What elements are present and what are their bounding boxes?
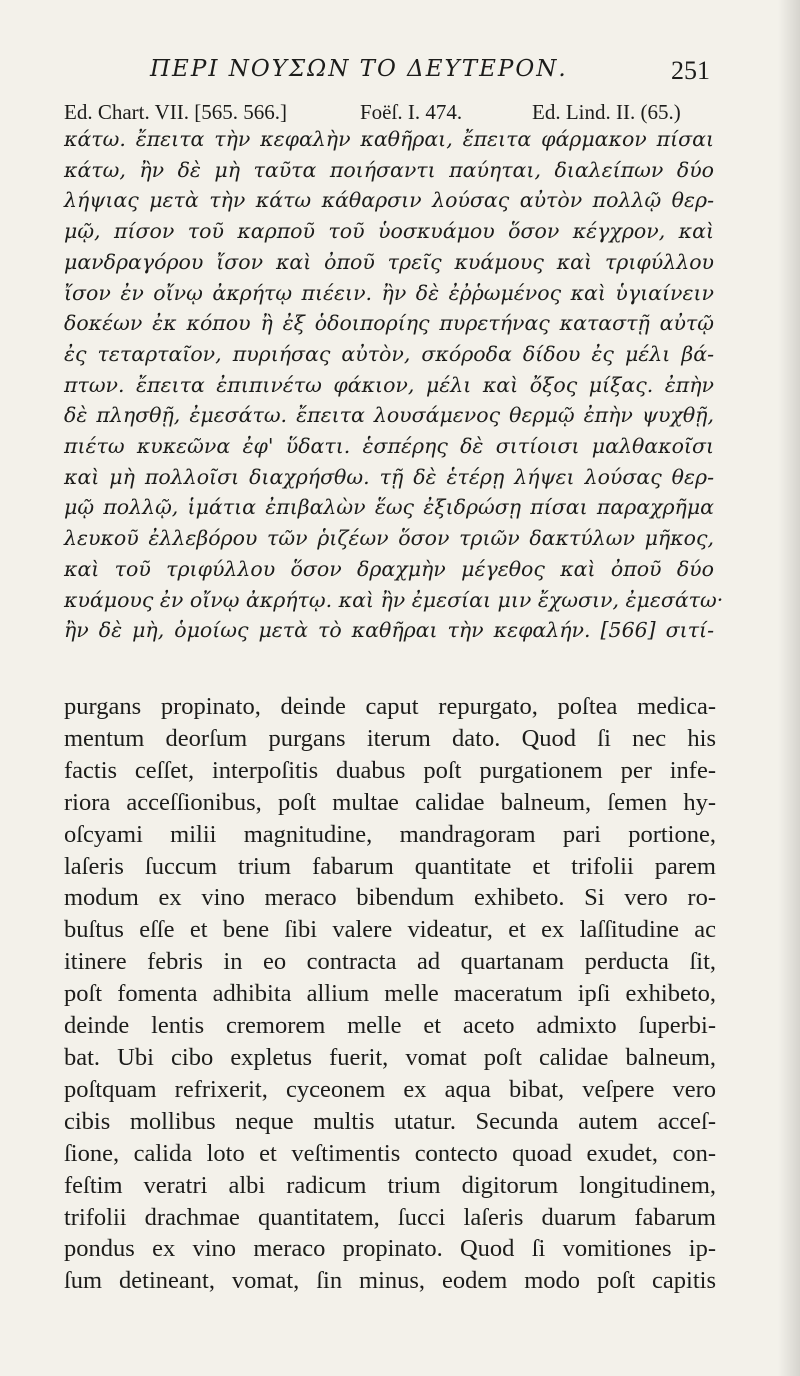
greek-line: λήψιας μετὰ τὴν κάτω κάθαρσιν λούσας αὐτὸν πολλῷ θερ- (64, 188, 714, 213)
edition-linden-ref: Ed. Lind. II. (65.) (532, 100, 681, 124)
greek-line: ἢν δὲ μὴ, ὁμοίως μετὰ τὸ καθῆραι τὴν κεφαλήν. [566] σιτί- (64, 618, 714, 643)
latin-line: modum ex vino meraco bibendum exhibeto. Si vero ro- (64, 884, 716, 912)
greek-line: μῷ, πίσον τοῦ καρποῦ τοῦ ὑοσκυάμου ὅσον κέγχρον, καὶ (64, 219, 714, 244)
latin-line: cibis mollibus neque multis utatur. Secunda autem acceſ- (64, 1107, 716, 1135)
greek-line: ἴσον ἐν οἴνῳ ἀκρήτῳ πιέειν. ἢν δὲ ἐῤῥωμένος καὶ ὑγιαίνειν (64, 280, 714, 305)
greek-line: λευκοῦ ἐλλεβόρου τῶν ῥιζέων ὅσον τριῶν δακτύλων μῆκος, (64, 526, 714, 551)
greek-line: κάτω. ἔπειτα τὴν κεφαλὴν καθῆραι, ἔπειτα φάρμακον πίσαι (64, 127, 714, 151)
greek-line: μῷ πολλῷ, ἱμάτια ἐπιβαλὼν ἕως ἐξιδρώσῃ πίσαι παραχρῆμα (64, 495, 714, 520)
latin-line: ſum detineant, vomat, ſin minus, eodem modo poſt capitis (64, 1267, 716, 1295)
greek-line: κάτω, ἢν δὲ μὴ ταῦτα ποιήσαντι παύηται, διαλείπων δύο (64, 157, 714, 182)
latin-line: bat. Ubi cibo expletus fuerit, vomat poſt calidae balneum, (64, 1043, 716, 1071)
greek-line: κυάμους ἐν οἴνῳ ἀκρήτῳ. καὶ ἢν ἐμεσίαι μιν ἔχωσιν, ἐμεσάτω· (64, 587, 724, 612)
greek-line: πιέτω κυκεῶνα ἐφ' ὕδατι. ἑσπέρης δὲ σιτίοισι μαλθακοῖσι (64, 434, 714, 459)
latin-text-block (64, 691, 716, 1297)
latin-line: itinere febris in eo contracta ad quartanam perducta ſit, (64, 948, 716, 976)
latin-line: trifolii drachmae quantitatem, ſucci laſeris duarum fabarum (64, 1203, 716, 1231)
page-edge-shadow (778, 0, 800, 1376)
latin-line: poſt fomenta adhibita allium melle maceratum ipſi exhibeto, (64, 980, 716, 1008)
edition-foes-ref: Foëſ. I. 474. (360, 100, 463, 124)
latin-line: ſione, calida loto et veſtimentis contecto quoad exudet, con- (64, 1139, 716, 1167)
greek-line: καὶ μὴ πολλοῖσι διαχρήσθω. τῇ δὲ ἑτέρῃ λήψει λούσας θερ- (64, 464, 714, 489)
running-head (150, 56, 710, 90)
latin-line: deinde lentis cremorem melle et aceto admixto ſuperbi- (64, 1012, 716, 1040)
latin-line: buſtus eſſe et bene ſibi valere videatur, et ex laſſitudine ac (64, 916, 716, 944)
latin-line: riora acceſſionibus, poſt multae calidae balneum, ſemen hy- (64, 788, 716, 816)
greek-text-block (64, 124, 724, 646)
greek-line: ἐς τεταρταῖον, πυριήσας αὐτὸν, σκόροδα δίδου ἐς μέλι βά- (64, 341, 714, 366)
greek-line: δοκέων ἐκ κόπου ἢ ἐξ ὁδοιπορίης πυρετήνας καταστῇ αὐτῷ (64, 311, 714, 336)
greek-line: δὲ πλησθῇ, ἐμεσάτω. ἔπειτα λουσάμενος θερμῷ ἐπὴν ψυχθῇ, (64, 403, 714, 428)
latin-line: oſcyami milii magnitudine, mandragoram pari portione, (64, 820, 716, 848)
latin-line: feſtim veratri albi radicum trium digitorum longitudinem, (64, 1171, 716, 1199)
latin-line: mentum deorſum purgans iterum dato. Quod ſi nec his (64, 724, 716, 752)
greek-line: πτων. ἔπειτα ἐπιπινέτω φάκιον, μέλι καὶ ὄξος μίξας. ἐπὴν (64, 372, 714, 397)
edition-chartier-ref: Ed. Chart. VII. [565. 566.] (64, 100, 287, 124)
latin-line: laſeris ſuccum trium fabarum quantitate et trifolii parem (64, 852, 716, 880)
latin-line: purgans propinato, deinde caput repurgato, poſtea medica- (64, 693, 716, 720)
running-title: ΠΕΡΙ ΝΟΥΣΩΝ ΤΟ ΔΕΥΤΕΡΟΝ. (150, 56, 568, 82)
latin-line: factis ceſſet, interpoſitis duabus poſt purgationem per infe- (64, 756, 716, 784)
latin-line: pondus ex vino meraco propinato. Quod ſi vomitiones ip- (64, 1235, 716, 1263)
greek-line: μανδραγόρου ἴσον καὶ ὀποῦ τρεῖς κυάμους καὶ τριφύλλου (64, 249, 714, 274)
page-number: 251 (671, 56, 710, 85)
latin-line: poſtquam refrixerit, cyceonem ex aqua bibat, veſpere vero (64, 1075, 716, 1103)
greek-line: καὶ τοῦ τριφύλλου ὅσον δραχμὴν μέγεθος καὶ ὀποῦ δύο (64, 556, 714, 581)
